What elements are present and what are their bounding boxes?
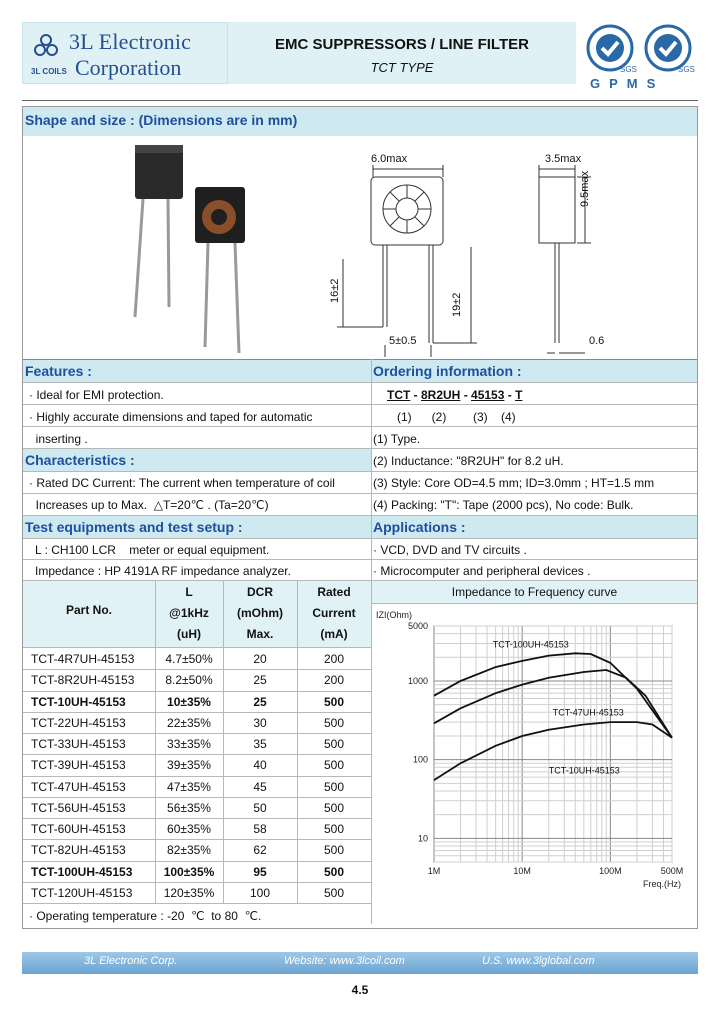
- divider: [23, 559, 697, 560]
- chart-y-tick-label: 100: [412, 754, 428, 765]
- table-cell-rated: 200: [323, 673, 345, 688]
- col-header-part: Part No.: [65, 603, 112, 617]
- gpms-label: GPMS: [590, 76, 665, 91]
- table-cell-dcr: 62: [253, 843, 267, 858]
- table-cell-inductance: 4.7±50%: [165, 652, 213, 666]
- feature-item: · Ideal for EMI protection.: [29, 388, 164, 402]
- operating-temperature: · Operating temperature : -20 ℃ to 80 ℃.: [29, 909, 262, 923]
- chart-title: Impedance to Frequency curve: [451, 585, 618, 599]
- table-cell-rated: 500: [323, 843, 345, 858]
- feature-item: · Highly accurate dimensions and taped for automatic: [29, 410, 313, 424]
- table-cell-rated: 500: [323, 758, 345, 773]
- table-row-divider: [23, 776, 371, 777]
- application-item: · Microcomputer and peripheral devices .: [373, 564, 591, 578]
- page-subtitle: TCT TYPE: [370, 60, 434, 75]
- chart-y-tick-label: 1000: [407, 675, 428, 686]
- dim-front-width: 6.0max: [371, 153, 408, 165]
- table-cell-dcr: 35: [253, 737, 267, 751]
- chart-x-tick-label: 1M: [427, 866, 441, 876]
- dim-lead-diameter: 0.6: [589, 335, 605, 347]
- footer-bar: [22, 952, 698, 974]
- code-packing: T: [515, 388, 523, 402]
- divider: [23, 903, 371, 904]
- table-row-divider: [23, 691, 371, 692]
- table-cell-inductance: 47±35%: [167, 779, 211, 794]
- chart-plot-area: [434, 626, 672, 862]
- code-type: TCT: [387, 388, 411, 402]
- sgs-label-1: SGS: [620, 65, 637, 74]
- table-cell-dcr: 100: [249, 885, 271, 900]
- chart-xlabel: Freq.(Hz): [643, 879, 681, 889]
- table-cell-rated: 500: [323, 694, 345, 709]
- chart-x-tick-label: 100M: [599, 866, 622, 876]
- table-cell-rated: 500: [323, 885, 345, 900]
- page-title: EMC SUPPRESSORS / LINE FILTER: [275, 36, 529, 53]
- divider: [23, 538, 697, 539]
- dim-lead-right: 19±2: [451, 292, 463, 317]
- table-cell-rated: 500: [323, 864, 345, 879]
- characteristics-item: · Rated DC Current: The current when temperature of coil: [29, 476, 335, 490]
- dim-height: 9.5max: [579, 170, 591, 207]
- code-inductance: 8R2UH: [421, 388, 461, 402]
- table-cell-part: TCT-60UH-45153: [31, 822, 126, 836]
- table-cell-dcr: 45: [253, 779, 267, 794]
- table-cell-dcr: 40: [253, 758, 267, 773]
- test-item: L : CH100 LCR meter or equal equipment.: [35, 543, 270, 557]
- table-row-divider: [23, 754, 371, 755]
- applications-title: Applications :: [373, 519, 466, 535]
- dim-pitch: 5±0.5: [389, 335, 417, 347]
- table-cell-inductance: 33±35%: [167, 737, 211, 751]
- test-title: Test equipments and test setup :: [25, 519, 243, 535]
- table-cell-dcr: 25: [253, 673, 267, 688]
- col-header-rated: Rated: [317, 585, 351, 599]
- table-cell-inductance: 56±35%: [167, 800, 211, 815]
- chart-series-label: TCT-10UH-45153: [548, 765, 620, 776]
- table-cell-inductance: 60±35%: [167, 822, 211, 836]
- table-cell-rated: 500: [323, 715, 345, 730]
- table-row-divider: [23, 669, 371, 670]
- sgs-badge-icon: [582, 22, 698, 76]
- datasheet-frame: [22, 106, 698, 929]
- table-cell-rated: 500: [323, 779, 345, 794]
- features-title: Features :: [25, 363, 92, 379]
- company-logo: [22, 22, 228, 84]
- table-cell-inductance: 39±35%: [167, 758, 211, 773]
- col-header-rated: Current: [312, 606, 356, 620]
- dim-side-width: 3.5max: [545, 153, 582, 165]
- test-item: Impedance : HP 4191A RF impedance analyzer.: [35, 564, 291, 578]
- table-cell-inductance: 22±35%: [167, 715, 211, 730]
- table-cell-dcr: 50: [253, 800, 267, 815]
- table-cell-part: TCT-8R2UH-45153: [31, 673, 135, 688]
- dimension-drawing: [323, 147, 623, 357]
- table-cell-part: TCT-4R7UH-45153: [31, 652, 135, 666]
- table-cell-part: TCT-39UH-45153: [31, 758, 126, 773]
- chart-y-tick-label: 10: [417, 833, 428, 844]
- table-cell-dcr: 58: [253, 822, 267, 836]
- table-cell-dcr: 20: [253, 652, 267, 666]
- chart-x-tick-label: 10M: [513, 866, 531, 876]
- product-photo: [113, 137, 273, 357]
- col-header-dcr: DCR: [247, 585, 273, 599]
- ordering-code-numbers: (1) (2) (3) (4): [397, 410, 516, 424]
- chart-series-label: TCT-47UH-45153: [552, 707, 624, 718]
- table-row-divider: [23, 861, 371, 862]
- feature-item: inserting .: [29, 432, 88, 446]
- divider: [23, 493, 697, 494]
- col-header-l: (uH): [177, 627, 201, 641]
- chart-y-tick-label: 5000: [407, 621, 428, 631]
- table-cell-part: TCT-82UH-45153: [31, 843, 126, 858]
- table-cell-inductance: 120±35%: [163, 885, 215, 900]
- table-cell-part: TCT-33UH-45153: [31, 737, 126, 751]
- col-header-rated: (mA): [320, 627, 348, 641]
- ordering-code: TCT - 8R2UH - 45153 - T: [387, 388, 523, 402]
- table-row-divider: [23, 797, 371, 798]
- code-style: 45153: [471, 388, 505, 402]
- table-row-divider: [23, 712, 371, 713]
- characteristics-item: Increases up to Max. △T=20℃ . (Ta=20℃): [29, 498, 269, 512]
- chart-x-tick-label: 500M: [660, 866, 684, 876]
- table-cell-rated: 500: [323, 822, 345, 836]
- sgs-label-2: SGS: [678, 65, 695, 74]
- page-number: 4.5: [351, 983, 369, 997]
- header-divider: [22, 100, 698, 101]
- divider: [23, 404, 697, 405]
- table-cell-inductance: 8.2±50%: [165, 673, 213, 688]
- table-row-divider: [23, 882, 371, 883]
- table-cell-part: TCT-22UH-45153: [31, 715, 126, 730]
- table-row-divider: [23, 839, 371, 840]
- col-header-dcr: Max.: [246, 627, 274, 641]
- title-band: [228, 22, 576, 84]
- ordering-item: (1) Type.: [373, 432, 421, 446]
- brand-line1: 3L Electronic: [69, 29, 192, 54]
- table-row-divider: [23, 733, 371, 734]
- divider: [23, 471, 697, 472]
- ordering-item: (4) Packing: "T": Tape (2000 pcs), No code: Bulk.: [373, 498, 634, 512]
- table-cell-dcr: 95: [253, 864, 267, 879]
- col-header-l: L: [185, 585, 193, 599]
- certification-badges: [582, 22, 698, 92]
- col-header-dcr: (mOhm): [237, 606, 283, 620]
- brand-line2: Corporation: [75, 55, 182, 80]
- divider: [23, 382, 697, 383]
- table-cell-inductance: 100±35%: [163, 864, 215, 879]
- ordering-title: Ordering information :: [373, 363, 522, 379]
- logo-mark-icon: [31, 31, 61, 61]
- divider: [23, 647, 371, 648]
- ordering-item: (2) Inductance: "8R2UH" for 8.2 uH.: [373, 454, 564, 468]
- shape-title: Shape and size : (Dimensions are in mm): [25, 112, 298, 128]
- table-cell-part: TCT-47UH-45153: [31, 779, 126, 794]
- table-cell-inductance: 82±35%: [167, 843, 211, 858]
- table-cell-inductance: 10±35%: [167, 694, 211, 709]
- table-cell-rated: 500: [323, 737, 345, 751]
- table-row-divider: [23, 818, 371, 819]
- table-cell-part: TCT-120UH-45153: [31, 885, 133, 900]
- divider: [23, 426, 697, 427]
- characteristics-title: Characteristics :: [25, 452, 135, 468]
- table-cell-part: TCT-100UH-45153: [31, 864, 133, 879]
- dim-lead-left: 16±2: [329, 278, 341, 303]
- table-cell-rated: 500: [323, 800, 345, 815]
- brand-coils: 3L COILS: [31, 67, 67, 76]
- footer-us-link[interactable]: U.S. www.3lglobal.com: [482, 955, 595, 967]
- chart-series-label: TCT-100UH-45153: [492, 639, 569, 650]
- table-cell-part: TCT-56UH-45153: [31, 800, 126, 815]
- table-cell-dcr: 30: [253, 715, 267, 730]
- footer-corp: 3L Electronic Corp.: [84, 955, 178, 967]
- impedance-chart: [372, 604, 697, 924]
- ordering-item: (3) Style: Core OD=4.5 mm; ID=3.0mm ; HT=1.5 mm: [373, 476, 655, 490]
- chart-ylabel: IZI(Ohm): [376, 610, 412, 620]
- col-header-l: @1kHz: [169, 606, 209, 620]
- footer-website-link[interactable]: Website: www.3lcoil.com: [284, 955, 405, 967]
- table-cell-rated: 200: [323, 652, 345, 666]
- table-cell-part: TCT-10UH-45153: [31, 694, 126, 709]
- table-cell-dcr: 25: [253, 694, 267, 709]
- application-item: · VCD, DVD and TV circuits .: [373, 543, 527, 557]
- page-header: [22, 22, 698, 92]
